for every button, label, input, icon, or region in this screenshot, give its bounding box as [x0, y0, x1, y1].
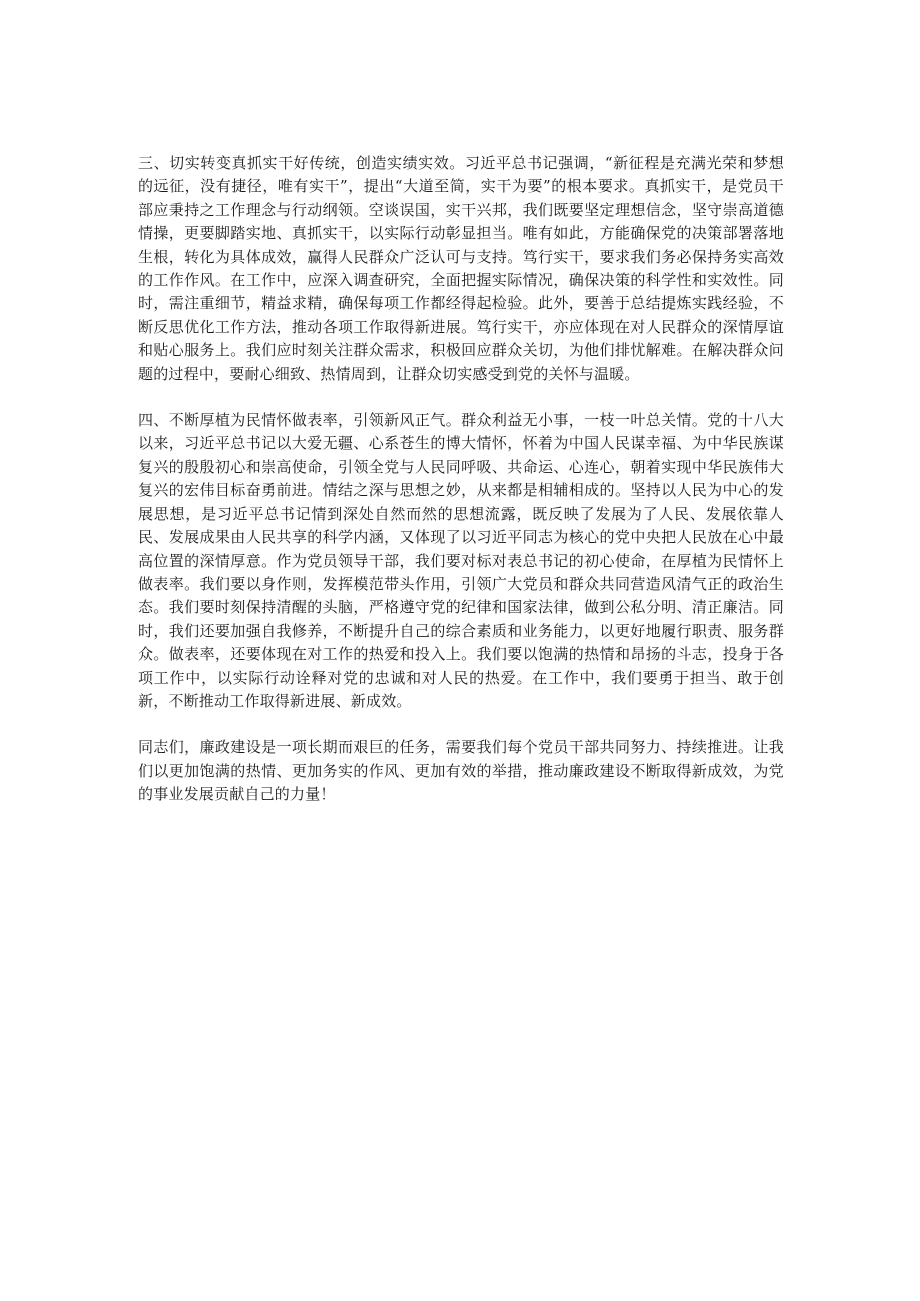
- paragraph-closing: 同志们，廉政建设是一项长期而艰巨的任务，需要我们每个党员干部共同努力、持续推进。让我们以更加饱满的热情、更加务实的作风、更加有效的举措，推动廉政建设不断取得新成效，为党的事业发展贡献自己的力量！: [138, 738, 784, 804]
- document-body: [138, 152, 784, 807]
- paragraph-section-three: 三、切实转变真抓实干好传统，创造实绩实效。习近平总书记强调，“新征程是充满光荣和梦想的远征，没有捷径，唯有实干”，提出“大道至简，实干为要”的根本要求。真抓实干，是党员干部应秉持之工作理念与行动纲领。空谈误国，实干兴邦，我们既要坚定理想信念，坚守崇高道德情操，更要脚踏实地、真抓实干，以实际行动彰显担当。唯有如此，方能确保党的决策部署落地生根，转化为具体成效，赢得人民群众广泛认可与支持。笃行实干，要求我们务必保持务实高效的工作作风。在工作中，应深入调查研究，全面把握实际情况，确保决策的科学性和实效性。同时，需注重细节，精益求精，确保每项工作都经得起检验。此外，要善于总结提炼实践经验，不断反思优化工作方法，推动各项工作取得新进展。笃行实干，亦应体现在对人民群众的深情厚谊和贴心服务上。我们应时刻关注群众需求，积极回应群众关切，为他们排忧解难。在解决群众问题的过程中，要耐心细致、热情周到，让群众切实感受到党的关怀与温暖。: [138, 154, 784, 383]
- paragraph-section-four: 四、不断厚植为民情怀做表率，引领新风正气。群众利益无小事，一枝一叶总关情。党的十八大以来，习近平总书记以大爱无疆、心系苍生的博大情怀，怀着为中国人民谋幸福、为中华民族谋复兴的殷殷初心和崇高使命，引领全党与人民同呼吸、共命运、心连心，朝着实现中华民族伟大复兴的宏伟目标奋勇前进。情结之深与思想之妙，从来都是相辅相成的。坚持以人民为中心的发展思想，是习近平总书记情到深处自然而然的思想流露，既反映了发展为了人民、发展依靠人民、发展成果由人民共享的科学内涵，又体现了以习近平同志为核心的党中央把人民放在心中最高位置的深情厚意。作为党员领导干部，我们要对标对表总书记的初心使命，在厚植为民情怀上做表率。我们要以身作则，发挥模范带头作用，引领广大党员和群众共同营造风清气正的政治生态。我们要时刻保持清醒的头脑，严格遵守党的纪律和国家法律，做到公私分明、清正廉洁。同时，我们还要加强自我修养，不断提升自己的综合素质和业务能力，以更好地履行职责、服务群众。做表率，还要体现在对工作的热爱和投入上。我们要以饱满的热情和昂扬的斗志，投身于各项工作中，以实际行动诠释对党的忠诚和对人民的热爱。在工作中，我们要勇于担当、敢于创新，不断推动工作取得新进展、新成效。: [138, 411, 784, 710]
